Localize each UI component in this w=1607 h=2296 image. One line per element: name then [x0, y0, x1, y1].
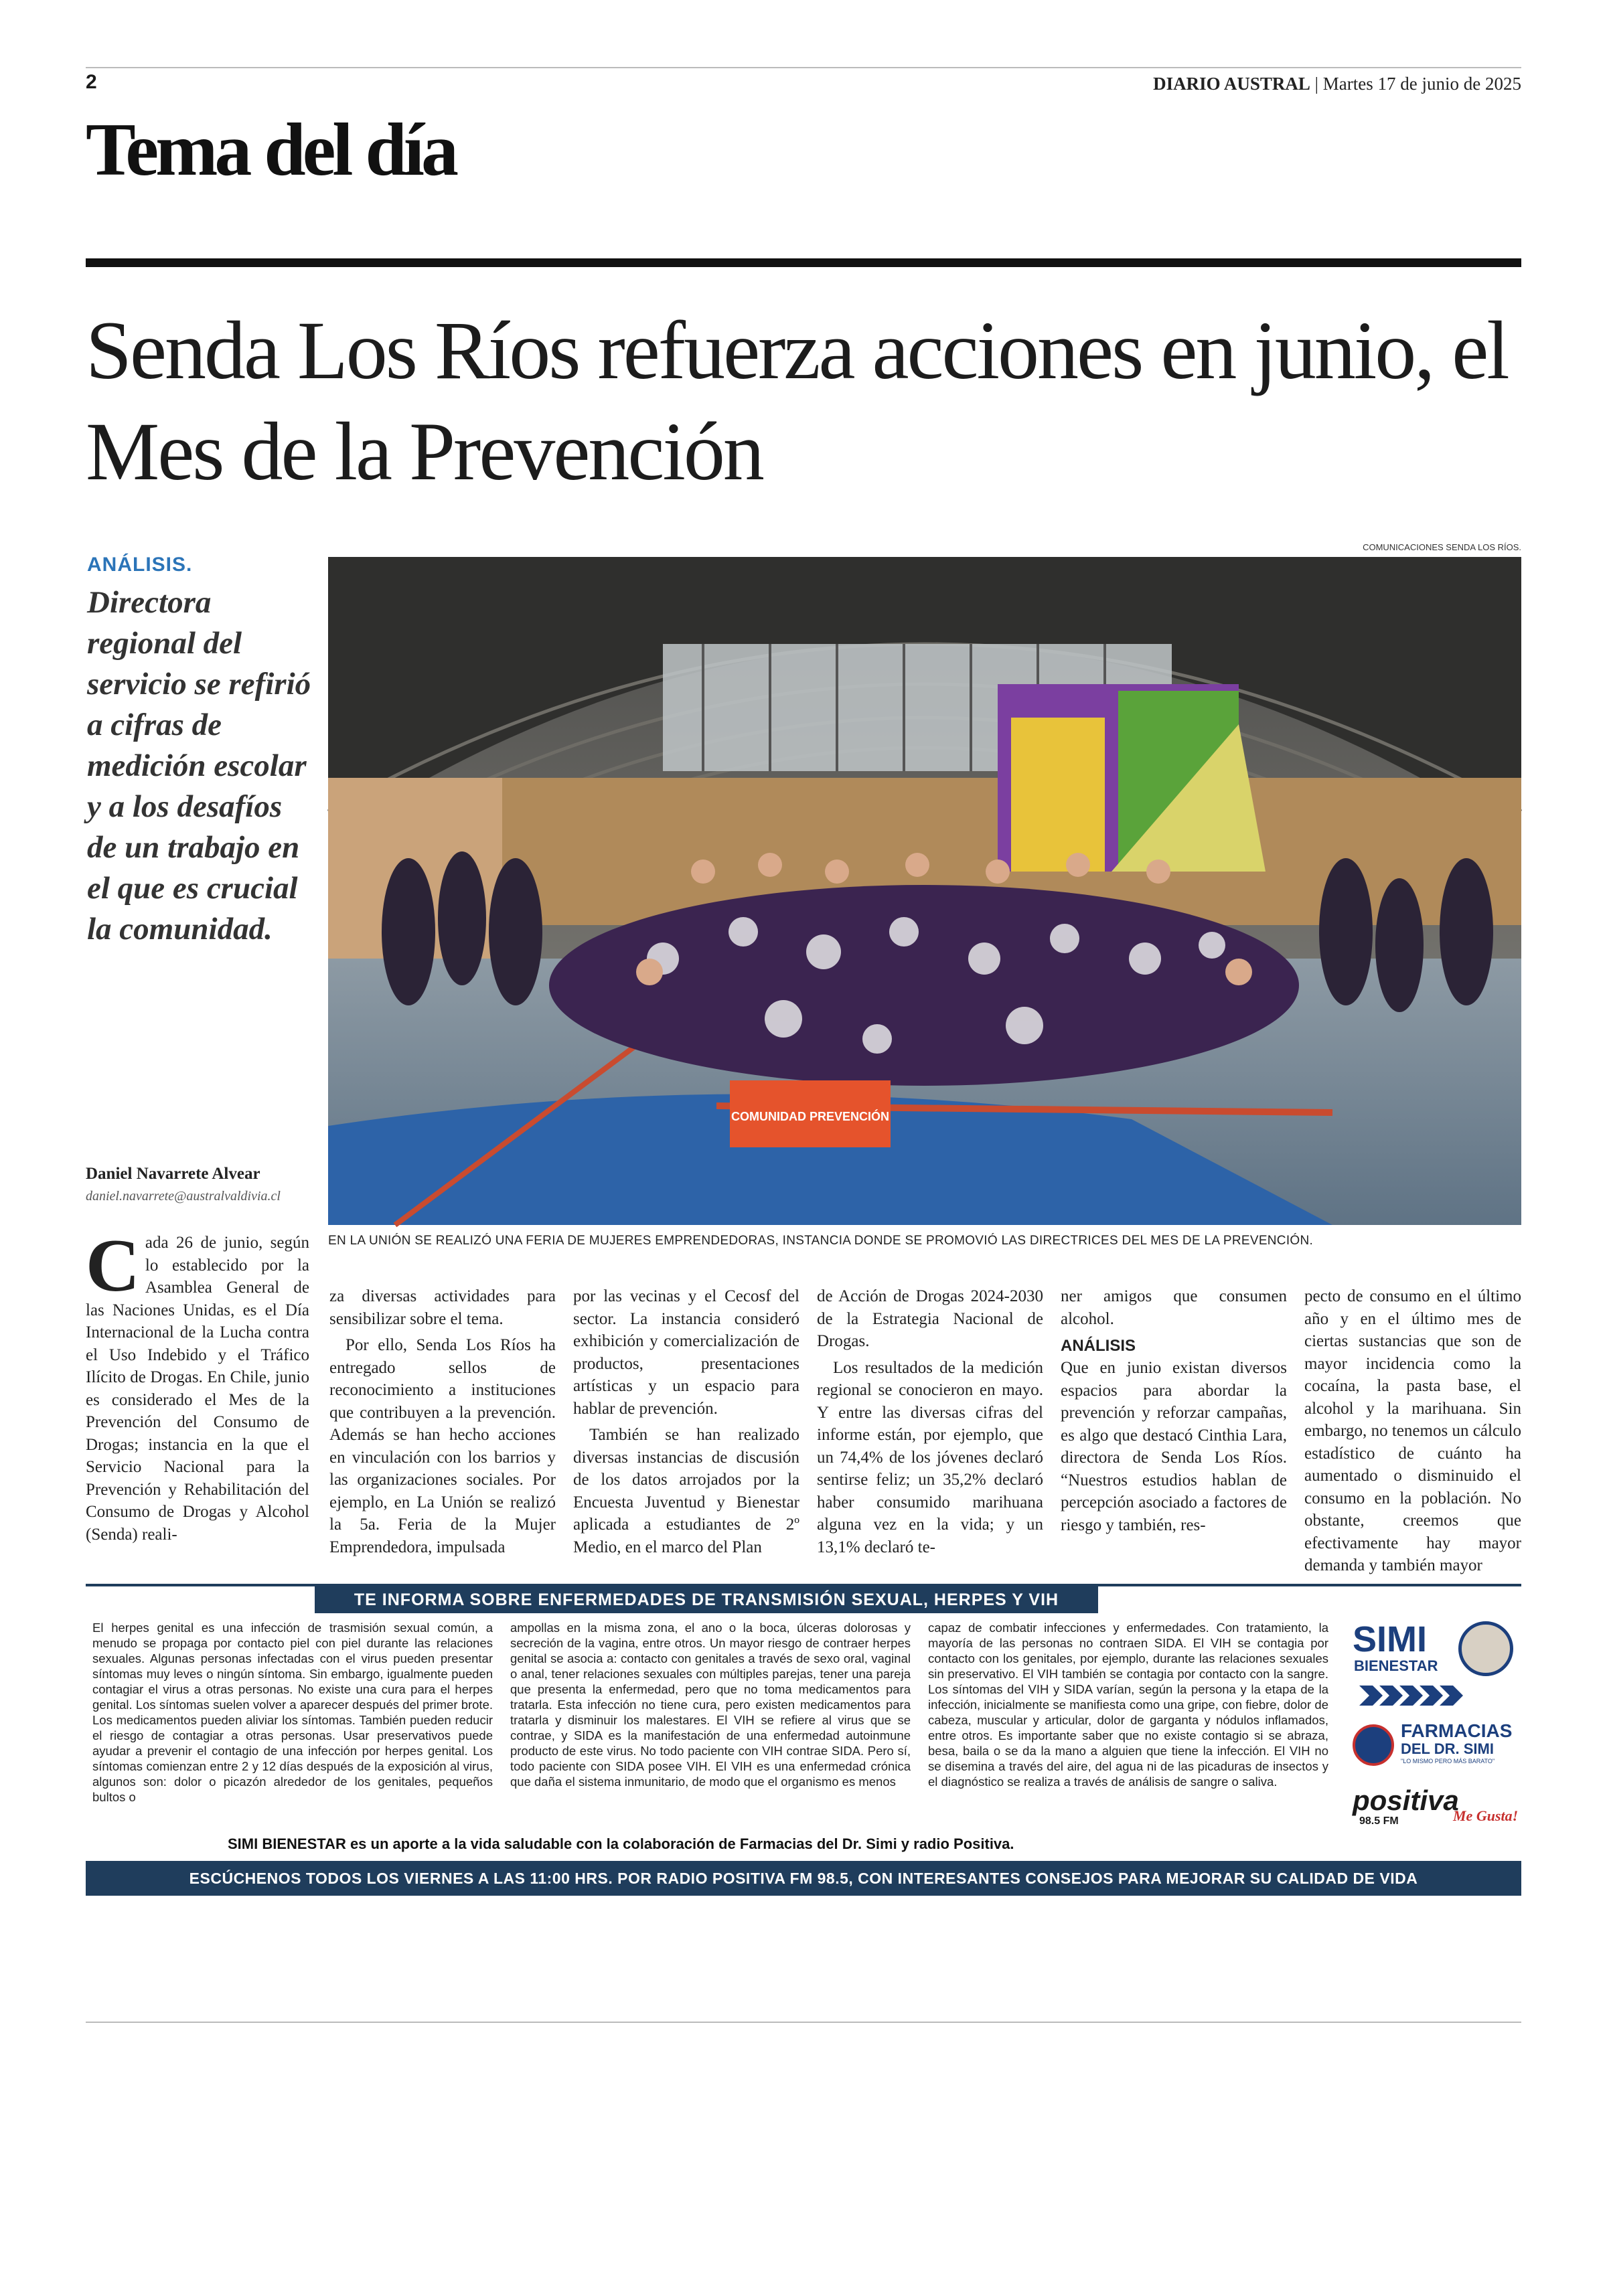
ad-banner: TE INFORMA SOBRE ENFERMEDADES DE TRANSMISIÓN SEXUAL, HERPES Y VIH [315, 1586, 1098, 1613]
deck: Directora regional del servicio se refirió a cifras de medición escolar y a los desafíos de un trabajo en el que es crucial la comunidad. [87, 585, 311, 947]
author-email: daniel.navarrete@australvaldivia.cl [86, 1189, 281, 1204]
ad-footer-line: SIMI BIENESTAR es un aporte a la vida saludable con la colaboración de Farmacias del Dr. Simi y radio Positiva. [228, 1835, 1014, 1852]
article-photo [328, 557, 1521, 1225]
logo-farmacias-text2: DEL DR. SIMI [1401, 1740, 1494, 1757]
simi-bienestar-logo [1353, 1619, 1520, 1679]
byline: Daniel Navarrete Alvear [86, 1165, 260, 1183]
article-paragraph: por las vecinas y el Cecosf del sector. La instancia consideró exhibición y comercialización de productos, presentaciones artísticas y un espacio para hablar de prevención. [573, 1287, 799, 1418]
article-column-6 [1304, 1285, 1521, 1574]
ad-column-1: El herpes genital es una infección de trasmisión sexual común, a menudo se propaga por contacto piel con piel durante las relaciones sexuales. Algunas personas infectadas con el virus pueden presentar síntomas muy leves o ningún síntoma. Sin embargo, igualmente pueden contagiar el virus a otras personas. No existe una cura para el herpes genital. Los síntomas suelen volver a aparecer después del primer brote. Los medicamentos pueden aliviar los síntomas. También pueden reducir el riesgo de contagiar a otras personas. Usar preservativos puede ayudar a prevenir el contagio de una infección por herpes genital. Los síntomas comienzan entre 2 y 12 días después de la exposición al virus, algunos son: dolor o picazón alrededor de los genitales, pequeños bultos o [92, 1621, 493, 1804]
article-paragraph: Cada 26 de junio, según lo establecido por la Asamblea General de las Naciones Unidas, es el Día Internacional de la Lucha contra el Uso Indebido y el Tráfico Ilícito de Drogas. En Chile, junio es considerado el Mes de la Prevención del Consumo de Drogas; instancia en la que el Servicio Nacional para la Prevención y Rehabilitación del Consumo de Drogas y Alcohol (Senda) reali- [86, 1224, 309, 1544]
article-paragraph: Por ello, Senda Los Ríos ha entregado sellos de reconocimiento a instituciones que contribuyen a la prevención. Además se han hecho acciones en vinculación con los barrios y las organizaciones sociales. Por ejemplo, en La Unión se realizó la 5a. Feria de la Mujer Emprendedora, impulsada [329, 1336, 556, 1556]
logo-simi-sub: BIENESTAR [1354, 1657, 1438, 1674]
community-sign [730, 1080, 891, 1147]
ad-body [92, 1620, 1345, 1834]
headline: Senda Los Ríos refuerza acciones en junio, el Mes de la Prevención [86, 305, 1508, 497]
page-number: 2 [86, 71, 97, 93]
logo-farmacias-text: FARMACIAS [1401, 1720, 1513, 1741]
article-column-1 [86, 1224, 309, 1545]
newspaper-name: DIARIO AUSTRAL [1153, 74, 1310, 94]
article-body [86, 1224, 1521, 1574]
article-column-4 [817, 1285, 1043, 1556]
photo-caption: EN LA UNIÓN SE REALIZÓ UNA FERIA DE MUJERES EMPRENDEDORAS, INSTANCIA DONDE SE PROMOVIÓ LAS DIRECTRICES DEL MES DE LA PREVENCIÓN. [328, 1234, 1314, 1248]
article-paragraph: Los resultados de la medición regional se conocieron en mayo. Y entre las diversas cifras del informe están, por ejemplo, que un 74,4% de los jóvenes declaró sentirse feliz; un 35,2% declaró haber consumido marihuana alguna vez en la vida; y un 13,1% declaró te- [817, 1358, 1043, 1556]
chevron-arrows-icon [1359, 1686, 1480, 1706]
ad-column-3: capaz de combatir infecciones y enfermedades. Con tratamiento, la mayoría de las personas no contraen SIDA. El VIH se contagia por contacto con los genitales, por ejemplo, durante las relaciones sexuales sin preservativo. El VIH también se contagia por contacto con la sangre. Los síntomas del VIH y SIDA varían, según la persona y la etapa de la infección, inicialmente se manifiesta como una gripe, con fiebre, dolor de cabeza, muscular y articular, dolor de garganta y nódulos inflamados, entre otros. Es importante saber que no existe contagio si se abraza, besa, baila o se da la mano a alguien que tiene la infección. El VIH no se disemina a través del aire, del agua ni de las picaduras de insectos y el diagnóstico se realiza a través de análisis de sangre o saliva. [928, 1621, 1328, 1789]
article-paragraph: ner amigos que consumen alcohol. [1061, 1287, 1287, 1328]
logo-positiva-tagline: Me Gusta! [1453, 1807, 1519, 1824]
section-rule [86, 258, 1521, 267]
inflatable-castle [998, 684, 1266, 872]
logo-positiva-text: positiva [1353, 1785, 1459, 1816]
photo-credit: COMUNICACIONES SENDA LOS RÍOS. [1363, 542, 1521, 552]
article-paragraph: za diversas actividades para sensibilizar sobre el tema. [329, 1287, 556, 1328]
article-paragraph: pecto de consumo en el último año y en el último mes de ciertas sustancias que son de mayor incidencia como la cocaína, la pasta base, el alcohol y la marihuana. Sin embargo, no tenemos un cálculo estadístico de cuánto ha aumentado o disminuido el consumo en la población. No obstante, creemos que efectivamente hay mayor demanda y también mayor [1304, 1287, 1521, 1574]
article-column-2 [329, 1285, 556, 1556]
radio-positiva-logo [1353, 1785, 1520, 1838]
sign-text: COMUNIDAD PREVENCIÓN [731, 1110, 890, 1123]
article-paragraph: de Acción de Drogas 2024-2030 de la Estrategia Nacional de Drogas. [817, 1287, 1043, 1350]
logo-farmacias-tagline: "LO MISMO PERO MÁS BARATO" [1401, 1758, 1495, 1765]
kicker: ANÁLISIS. [87, 554, 193, 576]
article-paragraph: También se han realizado diversas instancias de discusión de los datos arrojados por la Encuesta Juventud y Bienestar aplicada a estudiantes de 2º Medio, en el marco del Plan [573, 1426, 799, 1556]
bottom-rule [86, 2022, 1521, 2023]
article-column-3 [573, 1285, 799, 1556]
top-rule [86, 67, 1521, 68]
article-paragraph: Que en junio existan diversos espacios para abordar la prevención y reforzar campañas, es algo que destacó Cinthia Lara, directora de Senda Los Ríos. “Nuestros estudios hablan de percepción asociado a factores de riesgo y también, res- [1061, 1359, 1287, 1534]
ad-column-2: ampollas en la misma zona, el ano o la boca, úlceras dolorosas y secreción de la vagina, entre otros. Un mayor riesgo de contraer herpes genital se asocia a: contacto con genitales a través de sexo oral, vaginal o anal, tener relaciones sexuales con múltiples parejas, tener una pareja que presenta la enfermedad, pero que no toma medicamentos para tratarla. Esta infección no tiene cura, pero existen medicamentos para tratarla y disminuir los malestares. El VIH se refiere al virus que se contrae, y SIDA es la manifestación de una enfermedad autoinmune producto de este virus. No todo paciente con VIH contrae SIDA. Pero sí, todo paciente con SIDA posee VIH. El VIH es una enfermedad crónica que daña el sistema inmunitario, de modo que el organismo es menos [510, 1621, 911, 1789]
sponsor-logos [1353, 1619, 1520, 1839]
issue-date: Martes 17 de junio de 2025 [1322, 74, 1521, 94]
logo-positiva-frequency: 98.5 FM [1359, 1815, 1399, 1827]
article-column-5 [1061, 1285, 1287, 1545]
gymnasium-group-photo [328, 557, 1521, 1225]
farmacias-dr-simi-logo [1353, 1719, 1520, 1773]
section-title: Tema del día [86, 108, 455, 191]
farmacias-emblem-icon [1353, 1724, 1394, 1766]
dr-simi-face-icon [1458, 1621, 1513, 1676]
masthead: DIARIO AUSTRAL | Martes 17 de junio de 2025 [1153, 74, 1521, 94]
logo-simi-text: SIMI [1353, 1619, 1428, 1659]
subheading: ANÁLISIS [1061, 1337, 1136, 1355]
ad-bottom-bar: ESCÚCHENOS TODOS LOS VIERNES A LAS 11:00 HRS. POR RADIO POSITIVA FM 98.5, CON INTERESANTES CONSEJOS PARA MEJORAR SU CALIDAD DE VIDA [86, 1861, 1521, 1896]
